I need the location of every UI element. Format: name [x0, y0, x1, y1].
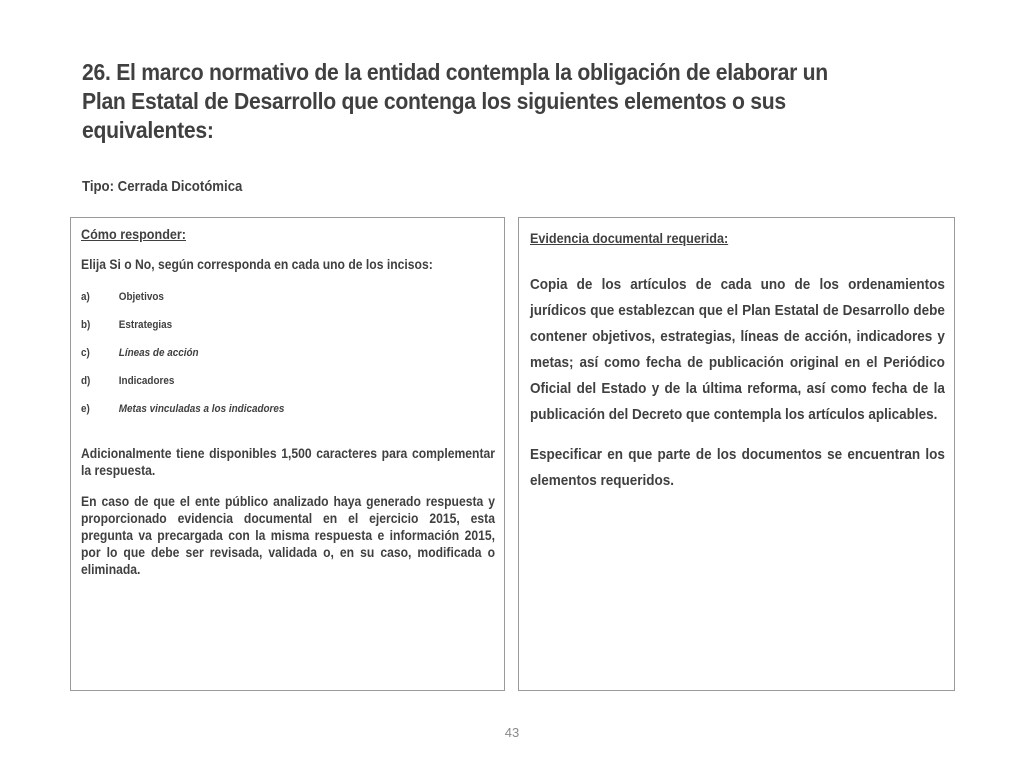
evidence-location-text: Especificar en que parte de los documentos se encuentran los elementos requeridos. [530, 446, 945, 489]
option-item [81, 319, 495, 347]
option-text: Líneas de acción [118, 347, 199, 359]
options-list [81, 291, 495, 431]
option-item [81, 403, 495, 431]
option-item [81, 375, 495, 403]
page-number: 43 [504, 725, 520, 740]
option-letter: a) [81, 291, 90, 303]
option-text: Metas vinculadas a los indicadores [118, 403, 285, 415]
how-to-answer-box [70, 217, 505, 691]
option-item [81, 291, 495, 319]
question-type: Tipo: Cerrada Dicotómica [82, 178, 243, 195]
option-letter: e) [81, 403, 90, 415]
required-evidence-box [518, 217, 955, 691]
how-to-answer-heading: Cómo responder: [81, 226, 187, 242]
required-evidence-heading: Evidencia documental requerida: [530, 230, 729, 246]
evidence-description-text: Copia de los artículos de cada uno de los ordenamientos jurídicos que establezcan que el Plan Estatal de Desarrollo debe contener objetivos, estrategias, líneas de acción, indicadores y metas; así como fecha de publicación original en el Periódico Oficial del Estado y de la última reforma, así como fecha de la publicación del Decreto que contempla los artículos aplicables. [530, 276, 945, 423]
option-letter: d) [81, 375, 91, 387]
option-text: Estrategias [118, 319, 173, 331]
character-limit-text: Adicionalmente tiene disponibles 1,500 caracteres para complementar la respuesta. [81, 446, 495, 478]
instructions-text: Elija Si o No, según corresponda en cada uno de los incisos: [81, 257, 433, 272]
option-text: Objetivos [118, 291, 164, 303]
option-letter: c) [81, 347, 90, 359]
page-title: 26. El marco normativo de la entidad contempla la obligación de elaborar un Plan Estatal de Desarrollo que contenga los siguientes elementos o sus equivalentes: [82, 59, 828, 143]
option-letter: b) [81, 319, 91, 331]
preloaded-answer-text: En caso de que el ente público analizado haya generado respuesta y proporcionado evidencia documental en el ejercicio 2015, esta pregunta va precargada con la misma respuesta e información 2015, por lo que debe ser revisada, validada o, en su caso, modificada o eliminada. [81, 494, 495, 577]
option-text: Indicadores [118, 375, 175, 387]
option-item [81, 347, 495, 375]
